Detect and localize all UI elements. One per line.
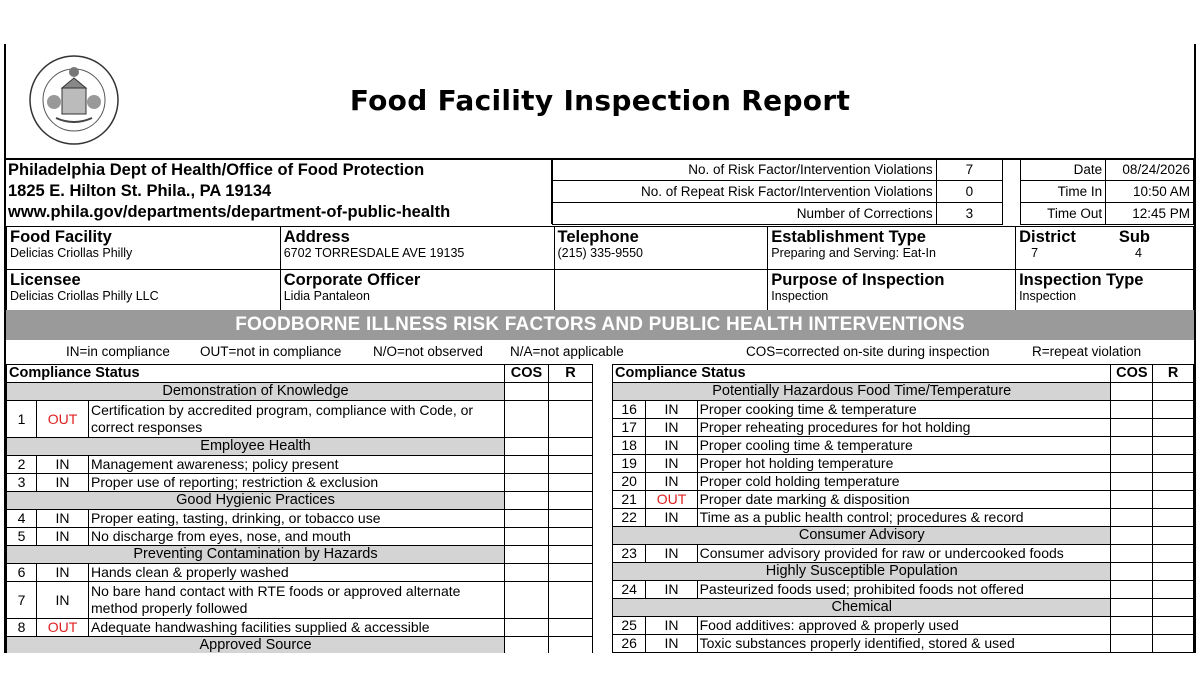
inspection-type-label: Inspection Type <box>1019 271 1144 289</box>
item-description: Certification by accredited program, compliance with Code, or correct responses <box>89 401 505 438</box>
item-status: IN <box>646 635 697 653</box>
inspection-type-cell <box>1016 270 1194 313</box>
section-title: Demonstration of Knowledge <box>7 383 505 401</box>
compliance-status-header: Compliance Status <box>7 365 505 383</box>
compliance-item-row <box>613 401 1194 419</box>
corporate-officer-label: Corporate Officer <box>283 271 421 289</box>
item-number: 26 <box>613 635 646 653</box>
food-facility-label: Food Facility <box>10 228 112 246</box>
item-description: Proper cooling time & temperature <box>697 437 1111 455</box>
item-cos <box>1111 617 1153 635</box>
status-legend <box>6 341 1194 362</box>
item-description: Proper use of reporting; restriction & exclusion <box>89 474 505 492</box>
item-status: IN <box>646 617 697 635</box>
item-cos <box>505 474 549 492</box>
item-repeat <box>1153 509 1194 527</box>
item-repeat <box>549 474 593 492</box>
compliance-item-row <box>7 619 593 637</box>
establishment-label: Establishment Type <box>771 228 926 246</box>
legend-na: N/A=not applicable <box>510 344 624 359</box>
item-number: 20 <box>613 473 646 491</box>
corporate-officer-cell <box>280 270 554 313</box>
item-repeat <box>1153 617 1194 635</box>
item-cos <box>505 528 549 546</box>
compliance-item-row <box>613 419 1194 437</box>
item-cos <box>1111 437 1153 455</box>
item-number: 16 <box>613 401 646 419</box>
compliance-header-row <box>7 365 593 383</box>
telephone-value: (215) 335-9550 <box>557 246 643 260</box>
item-repeat <box>549 564 593 582</box>
section-title: Preventing Contamination by Hazards <box>7 546 505 564</box>
legend-r: R=repeat violation <box>1032 344 1142 359</box>
agency-website: www.phila.gov/departments/department-of-public-health <box>8 203 451 221</box>
item-repeat <box>549 510 593 528</box>
address-value: 6702 TORRESDALE AVE 19135 <box>283 246 465 260</box>
item-repeat <box>549 619 593 637</box>
purpose-cell <box>768 270 1016 313</box>
item-repeat <box>1153 401 1194 419</box>
agency-block <box>6 158 552 224</box>
section-row <box>7 438 593 456</box>
item-status: IN <box>646 509 697 527</box>
section-row <box>7 492 593 510</box>
section-row <box>7 637 593 654</box>
item-cos <box>1111 509 1153 527</box>
item-repeat <box>549 456 593 474</box>
item-description: Management awareness; policy present <box>89 456 505 474</box>
item-status: OUT <box>646 491 697 509</box>
sub-value: 4 <box>1135 246 1142 260</box>
telephone-cell <box>554 227 768 270</box>
telephone-label: Telephone <box>557 228 639 246</box>
item-description: No bare hand contact with RTE foods or approved alternate method properly followed <box>89 582 505 619</box>
r-header: R <box>1153 365 1194 383</box>
licensee-value: Delicias Criollas Philly LLC <box>10 289 159 303</box>
item-cos <box>1111 635 1153 653</box>
purpose-value: Inspection <box>771 289 829 303</box>
item-repeat <box>1153 491 1194 509</box>
section-title: Consumer Advisory <box>613 527 1111 545</box>
repeat-violations-value: 0 <box>936 181 1002 203</box>
sub-label: Sub <box>1118 228 1150 246</box>
page-title: Food Facility Inspection Report <box>349 84 851 117</box>
section-title: Potentially Hazardous Food Time/Temperature <box>613 383 1111 401</box>
section-title: Chemical <box>613 599 1111 617</box>
item-status: IN <box>646 455 697 473</box>
compliance-item-row <box>7 456 593 474</box>
section-title: Employee Health <box>7 438 505 456</box>
legend-no: N/O=not observed <box>373 344 483 359</box>
agency-address: 1825 E. Hilton St. Phila., PA 19134 <box>8 182 272 200</box>
item-status: IN <box>646 581 697 599</box>
empty-cell <box>554 270 768 313</box>
cos-header: COS <box>1111 365 1153 383</box>
compliance-item-row <box>613 473 1194 491</box>
item-status: IN <box>37 474 89 492</box>
compliance-item-row <box>7 401 593 438</box>
compliance-item-row <box>613 545 1194 563</box>
district-label: District <box>1019 228 1076 246</box>
item-number: 19 <box>613 455 646 473</box>
item-status: IN <box>646 401 697 419</box>
item-cos <box>1111 419 1153 437</box>
item-status: OUT <box>37 401 89 438</box>
item-description: Toxic substances properly identified, stored & used <box>697 635 1111 653</box>
item-number: 17 <box>613 419 646 437</box>
item-repeat <box>1153 581 1194 599</box>
section-row <box>613 527 1194 545</box>
item-status: IN <box>37 456 89 474</box>
item-repeat <box>1153 437 1194 455</box>
section-title: Highly Susceptible Population <box>613 563 1111 581</box>
info-block <box>6 158 1194 226</box>
item-status: IN <box>37 528 89 546</box>
item-cos <box>1111 455 1153 473</box>
item-cos <box>505 510 549 528</box>
item-repeat <box>1153 455 1194 473</box>
compliance-item-row <box>613 491 1194 509</box>
item-status: OUT <box>37 619 89 637</box>
item-status: IN <box>37 564 89 582</box>
item-number: 24 <box>613 581 646 599</box>
item-repeat <box>1153 419 1194 437</box>
establishment-cell <box>768 227 1016 270</box>
item-description: Food additives: approved & properly used <box>697 617 1111 635</box>
district-value: 7 <box>1031 246 1039 260</box>
item-repeat <box>549 401 593 438</box>
item-number: 1 <box>7 401 37 438</box>
legend-cos: COS=corrected on-site during inspection <box>746 344 990 359</box>
item-description: Time as a public health control; procedures & record <box>697 509 1111 527</box>
item-number: 22 <box>613 509 646 527</box>
item-status: IN <box>37 510 89 528</box>
item-cos <box>505 582 549 619</box>
item-number: 18 <box>613 437 646 455</box>
item-cos <box>1111 545 1153 563</box>
legend-in: IN=in compliance <box>66 344 170 359</box>
item-number: 25 <box>613 617 646 635</box>
r-header: R <box>549 365 593 383</box>
section-row <box>613 563 1194 581</box>
item-repeat <box>1153 473 1194 491</box>
item-cos <box>505 619 549 637</box>
item-repeat <box>549 582 593 619</box>
compliance-table-left <box>6 364 593 653</box>
item-description: Proper hot holding temperature <box>697 455 1111 473</box>
item-number: 5 <box>7 528 37 546</box>
compliance-item-row <box>613 581 1194 599</box>
time-in-value: 10:50 AM <box>1106 181 1194 203</box>
item-description: Proper eating, tasting, drinking, or tobacco use <box>89 510 505 528</box>
item-description: Consumer advisory provided for raw or undercooked foods <box>697 545 1111 563</box>
item-repeat <box>1153 545 1194 563</box>
item-status: IN <box>646 437 697 455</box>
item-cos <box>1111 401 1153 419</box>
compliance-item-row <box>7 510 593 528</box>
date-label: Date <box>1021 159 1106 181</box>
section-title: Approved Source <box>7 637 505 654</box>
address-label: Address <box>283 228 350 246</box>
item-number: 21 <box>613 491 646 509</box>
facility-table <box>6 226 1194 313</box>
compliance-item-row <box>613 617 1194 635</box>
inspection-report <box>4 44 1196 653</box>
item-cos <box>1111 491 1153 509</box>
compliance-item-row <box>7 474 593 492</box>
cos-header: COS <box>505 365 549 383</box>
address-cell <box>280 227 554 270</box>
food-facility-cell <box>7 227 281 270</box>
date-value: 08/24/2026 <box>1106 159 1194 181</box>
corporate-officer-value: Lidia Pantaleon <box>283 289 370 303</box>
section-row <box>613 383 1194 401</box>
item-description: Proper date marking & disposition <box>697 491 1111 509</box>
risk-violations-value: 7 <box>936 159 1002 181</box>
compliance-header-row <box>613 365 1194 383</box>
inspection-type-value: Inspection <box>1019 289 1077 303</box>
time-out-value: 12:45 PM <box>1106 203 1194 225</box>
item-cos <box>505 401 549 438</box>
item-repeat <box>549 528 593 546</box>
item-cos <box>505 456 549 474</box>
licensee-label: Licensee <box>10 271 81 289</box>
establishment-value: Preparing and Serving: Eat-In <box>771 246 936 260</box>
item-cos <box>1111 581 1153 599</box>
repeat-violations-label: No. of Repeat Risk Factor/Intervention Violations <box>553 181 937 203</box>
report-header <box>6 44 1194 160</box>
compliance-item-row <box>613 437 1194 455</box>
item-status: IN <box>646 419 697 437</box>
item-cos <box>1111 473 1153 491</box>
corrections-label: Number of Corrections <box>553 203 937 225</box>
compliance-item-row <box>7 582 593 619</box>
section-row <box>7 546 593 564</box>
item-status: IN <box>646 473 697 491</box>
compliance-item-row <box>7 528 593 546</box>
compliance-item-row <box>613 509 1194 527</box>
item-description: No discharge from eyes, nose, and mouth <box>89 528 505 546</box>
item-description: Proper cold holding temperature <box>697 473 1111 491</box>
compliance-item-row <box>7 564 593 582</box>
legend-out: OUT=not in compliance <box>200 344 342 359</box>
food-facility-value: Delicias Criollas Philly <box>10 246 133 260</box>
item-number: 3 <box>7 474 37 492</box>
section-title: Good Hygienic Practices <box>7 492 505 510</box>
compliance-status-header: Compliance Status <box>613 365 1111 383</box>
item-description: Pasteurized foods used; prohibited foods not offered <box>697 581 1111 599</box>
compliance-item-row <box>613 455 1194 473</box>
compliance-table-right <box>612 364 1194 653</box>
item-status: IN <box>646 545 697 563</box>
item-number: 23 <box>613 545 646 563</box>
section-row <box>7 383 593 401</box>
time-out-label: Time Out <box>1021 203 1106 225</box>
item-number: 2 <box>7 456 37 474</box>
item-description: Adequate handwashing facilities supplied & accessible <box>89 619 505 637</box>
item-number: 4 <box>7 510 37 528</box>
section-row <box>613 599 1194 617</box>
item-description: Proper cooking time & temperature <box>697 401 1111 419</box>
item-status: IN <box>37 582 89 619</box>
item-description: Hands clean & properly washed <box>89 564 505 582</box>
item-number: 6 <box>7 564 37 582</box>
item-cos <box>505 564 549 582</box>
section-banner: FOODBORNE ILLNESS RISK FACTORS AND PUBLIC HEALTH INTERVENTIONS <box>6 310 1194 340</box>
violation-summary-table <box>552 158 1194 225</box>
item-repeat <box>1153 635 1194 653</box>
district-cell <box>1016 227 1194 270</box>
item-description: Proper reheating procedures for hot holding <box>697 419 1111 437</box>
item-number: 8 <box>7 619 37 637</box>
purpose-label: Purpose of Inspection <box>771 271 945 289</box>
time-in-label: Time In <box>1021 181 1106 203</box>
corrections-value: 3 <box>936 203 1002 225</box>
risk-violations-label: No. of Risk Factor/Intervention Violations <box>553 159 937 181</box>
agency-name: Philadelphia Dept of Health/Office of Food Protection <box>8 161 425 179</box>
item-number: 7 <box>7 582 37 619</box>
compliance-item-row <box>613 635 1194 653</box>
licensee-cell <box>7 270 281 313</box>
